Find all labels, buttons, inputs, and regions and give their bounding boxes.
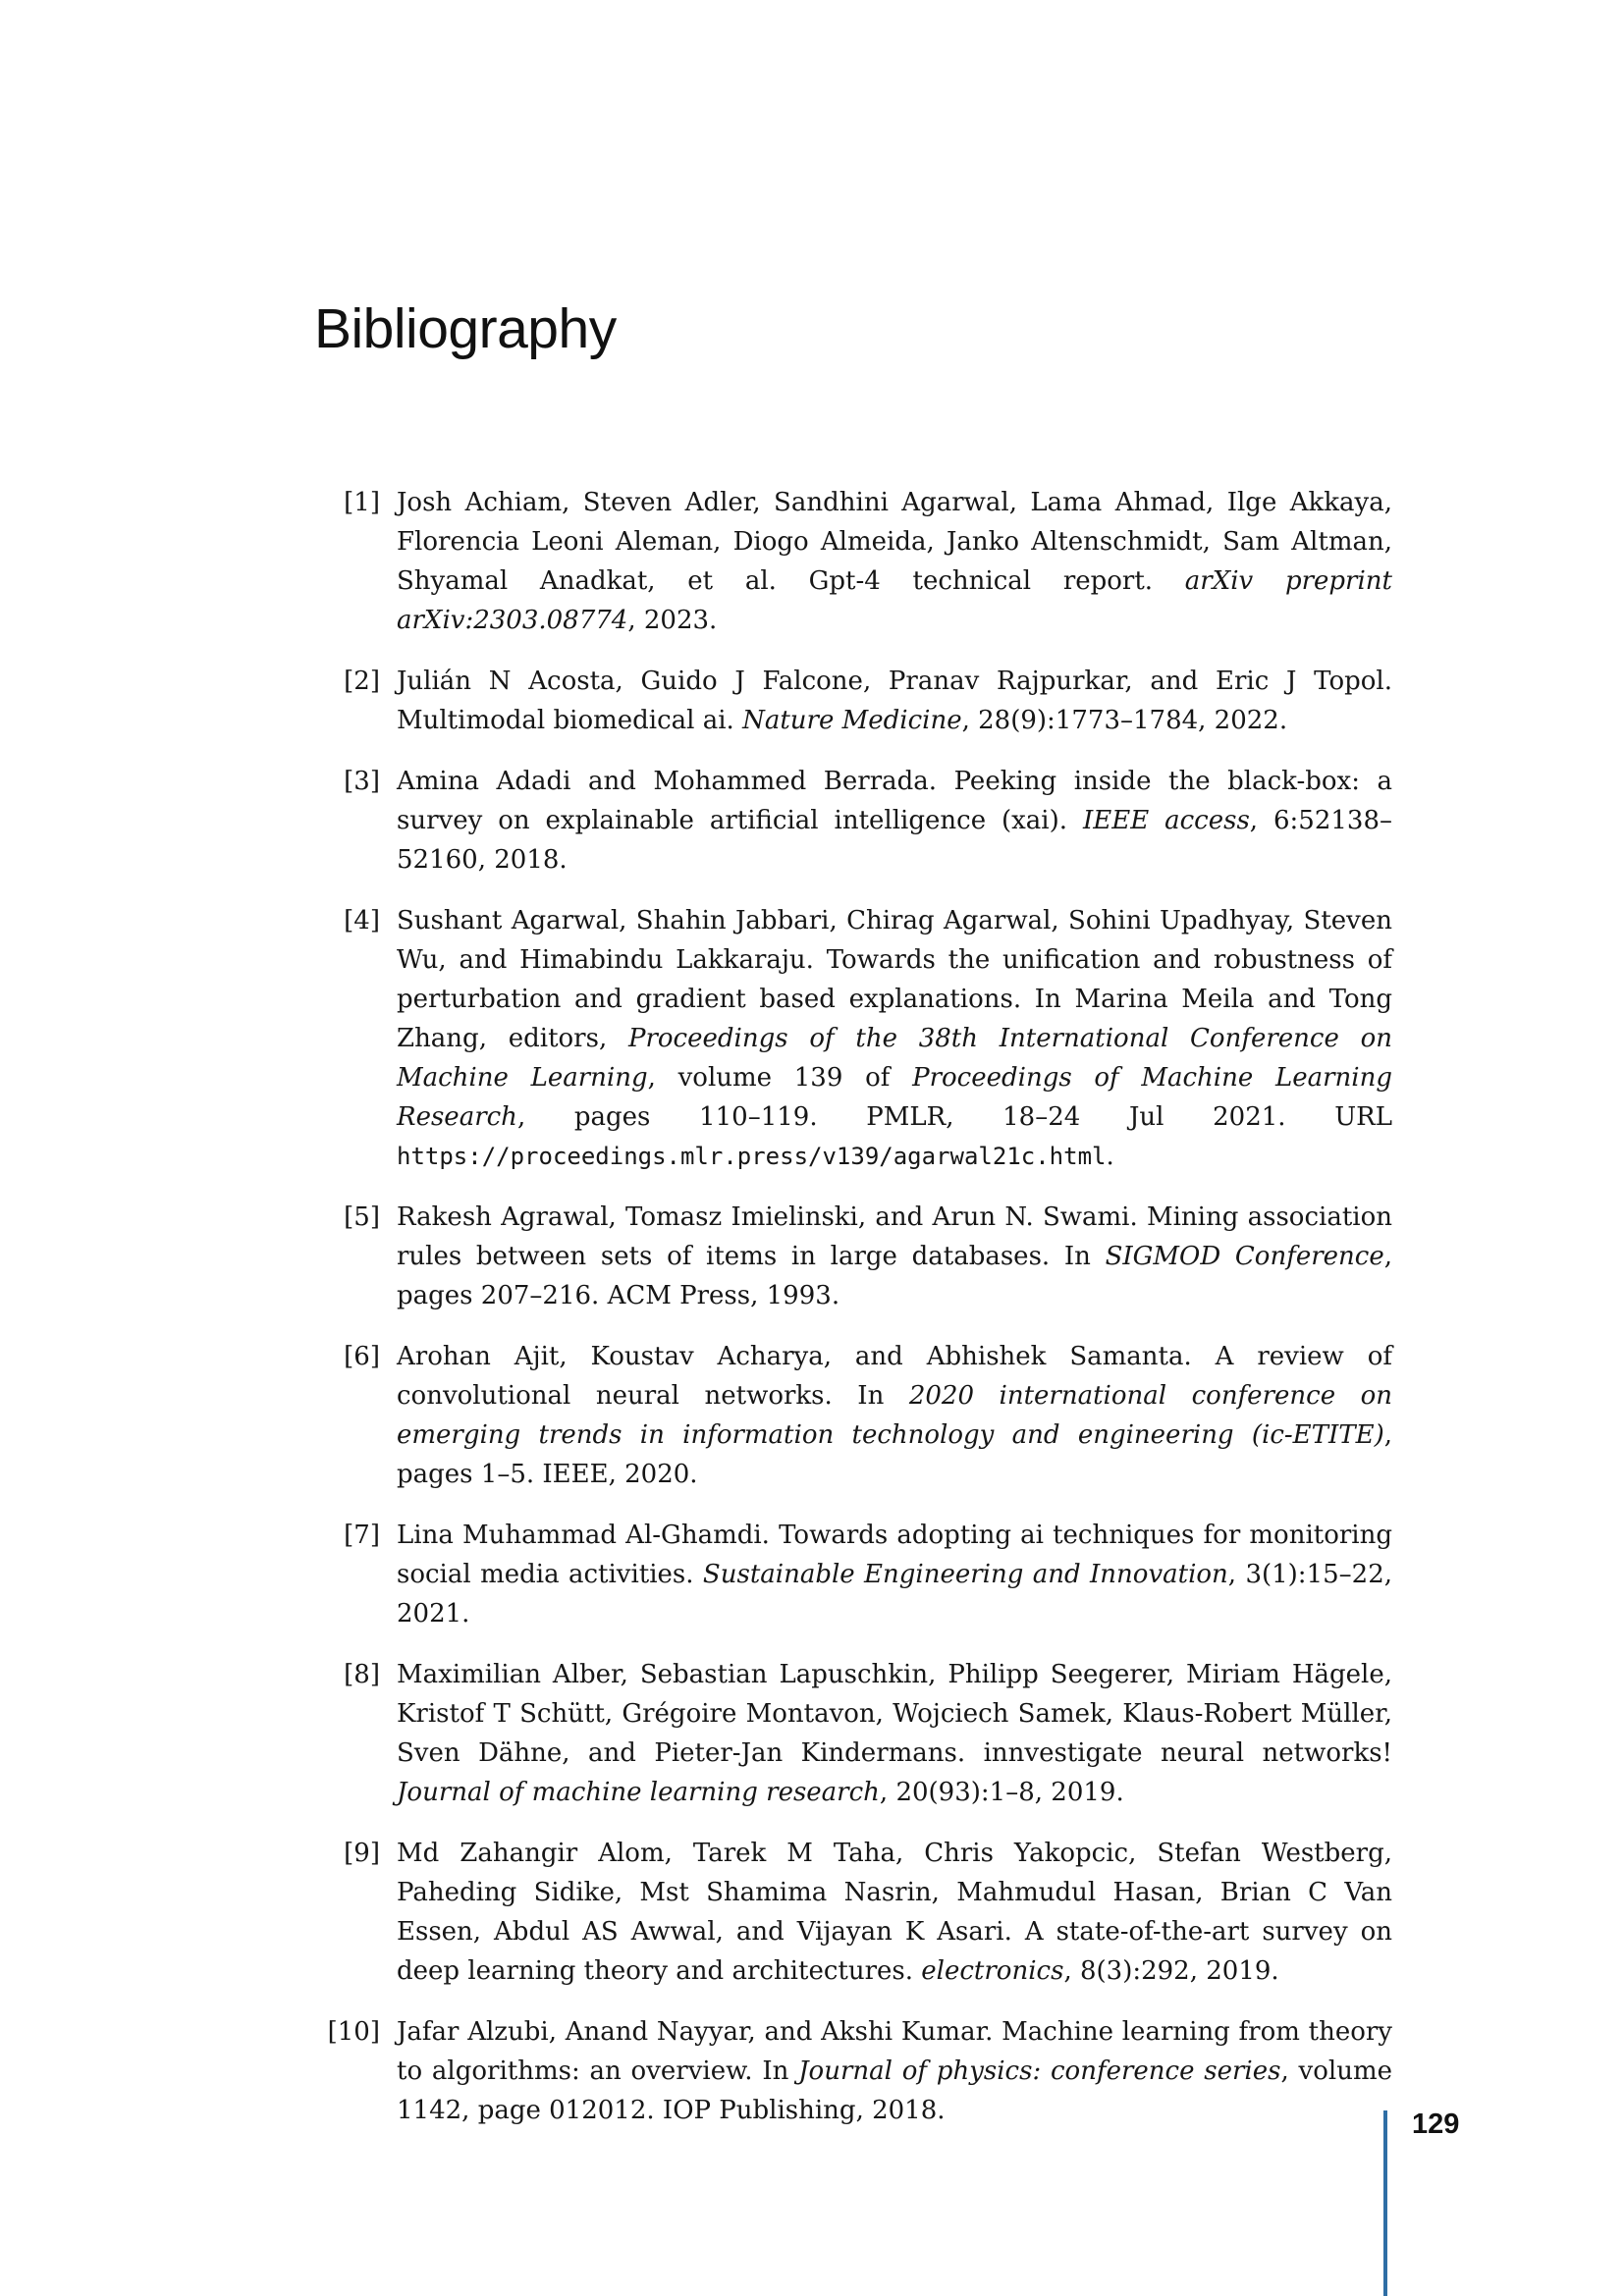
bib-entry [314, 901, 1392, 1176]
bib-entry-text [397, 1516, 1392, 1633]
bib-text-segment: , pages 110–119. PMLR, 18–24 Jul 2021. URL [516, 1102, 1392, 1132]
bib-text-segment: Amina Adadi and Mohammed Berrada. Peeking inside the black-box: a survey on explainable artificial intelligence (xai). [397, 767, 1392, 835]
bib-text-segment: Arohan Ajit, Koustav Acharya, and Abhishek Samanta. A review of convolutional neural networks. In [397, 1342, 1392, 1411]
bib-entry-number: [6] [344, 1342, 380, 1371]
bib-text-segment: , volume 1142, page 012012. IOP Publishing, 2018. [397, 2056, 1392, 2125]
bib-text-segment: , 8(3):292, 2019. [1063, 1956, 1279, 1986]
bib-entry-number: [4] [344, 906, 380, 935]
bib-entry-number: [9] [344, 1839, 380, 1868]
bib-venue: Proceedings of the 38th International Conference on Machine Learning [397, 1024, 1392, 1093]
bib-entry [314, 1834, 1392, 1991]
bib-text-segment: Maximilian Alber, Sebastian Lapuschkin, Philipp Seegerer, Miriam Hägele, Kristof T Schütt, Grégoire Montavon, Wojciech Samek, Klaus-Robert Müller, Sven Dähne, and Pieter-Jan Kindermans. innvestigate neural networks! [397, 1660, 1392, 1768]
bib-entry [314, 1516, 1392, 1633]
bib-entry-text [397, 1655, 1392, 1812]
bib-venue: Sustainable Engineering and Innovation [702, 1560, 1228, 1589]
page-number: 129 [1412, 2109, 1460, 2140]
bib-entry-number: [5] [344, 1202, 380, 1232]
bib-entry-text [397, 1198, 1392, 1315]
bib-entry-text [397, 901, 1392, 1176]
bib-venue: Nature Medicine [742, 706, 962, 735]
bib-text-segment: , 2023. [627, 606, 718, 635]
bib-entry-number: [2] [344, 667, 380, 696]
bib-entry [314, 2012, 1392, 2130]
bib-entry-number: [10] [327, 2017, 380, 2047]
bib-entry-text [397, 662, 1392, 740]
bib-text-segment: Josh Achiam, Steven Adler, Sandhini Agarwal, Lama Ahmad, Ilge Akkaya, Florencia Leoni Aleman, Diogo Almeida, Janko Altenschmidt, Sam Altman, Shyamal Anadkat, et al. Gpt-4 technical report. [397, 488, 1392, 596]
bib-text-segment: Julián N Acosta, Guido J Falcone, Pranav Rajpurkar, and Eric J Topol. Multimodal biomedical ai. [397, 667, 1392, 735]
bib-text-segment: Jafar Alzubi, Anand Nayyar, and Akshi Kumar. Machine learning from theory to algorithms: an overview. In [397, 2017, 1392, 2086]
bib-entry [314, 1655, 1392, 1812]
bib-text-segment: . [1106, 1142, 1114, 1171]
bib-text-segment: , 6:52138–52160, 2018. [397, 806, 1392, 875]
bib-venue: IEEE access [1082, 806, 1250, 835]
bib-text-segment: Lina Muhammad Al-Ghamdi. Towards adopting ai techniques for monitoring social media activities. [397, 1521, 1392, 1589]
bib-text-segment: Md Zahangir Alom, Tarek M Taha, Chris Yakopcic, Stefan Westberg, Paheding Sidike, Mst Shamima Nasrin, Mahmudul Hasan, Brian C Van Essen, Abdul AS Awwal, and Vijayan K Asari. A state-of-the-art survey on deep learning theory and architectures. [397, 1839, 1392, 1986]
bib-entry-text [397, 1337, 1392, 1494]
bib-entry-text [397, 1834, 1392, 1991]
bib-text-segment: , 28(9):1773–1784, 2022. [961, 706, 1288, 735]
bib-entry [314, 1337, 1392, 1494]
bib-entry-text [397, 762, 1392, 880]
bib-text-segment: , pages 207–216. ACM Press, 1993. [397, 1242, 1392, 1310]
bib-text-segment: , volume 139 of [647, 1063, 913, 1093]
bib-entry [314, 762, 1392, 880]
bib-entry-text [397, 2012, 1392, 2130]
bib-venue: SIGMOD Conference [1105, 1242, 1384, 1271]
bib-entry [314, 483, 1392, 640]
bib-entry-text [397, 483, 1392, 640]
bib-entry-number: [7] [344, 1521, 380, 1550]
bib-venue: arXiv preprint arXiv:2303.08774 [397, 566, 1392, 635]
bib-text-segment: Sushant Agarwal, Shahin Jabbari, Chirag Agarwal, Sohini Upadhyay, Steven Wu, and Himabindu Lakkaraju. Towards the unification and robustness of perturbation and gradient based explanations. In Marina Meila and Tong Zhang, editors, [397, 906, 1392, 1053]
bib-url-link[interactable]: https://proceedings.mlr.press/v139/agarwal21c.html [397, 1143, 1107, 1170]
bib-entry-number: [1] [344, 488, 380, 517]
bib-text-segment: , pages 1–5. IEEE, 2020. [397, 1420, 1392, 1489]
bib-text-segment: , 20(93):1–8, 2019. [879, 1778, 1124, 1807]
page-number-rule [1383, 2110, 1387, 2296]
bib-entry [314, 662, 1392, 740]
bib-entry-number: [8] [344, 1660, 380, 1689]
bibliography-list [314, 483, 1392, 2152]
bib-venue: electronics [921, 1956, 1064, 1986]
bib-venue: Proceedings of Machine Learning Research [397, 1063, 1392, 1132]
bib-venue: Journal of machine learning research [397, 1778, 880, 1807]
page-title: Bibliography [314, 297, 617, 360]
bib-text-segment: Rakesh Agrawal, Tomasz Imielinski, and Arun N. Swami. Mining association rules between sets of items in large databases. In [397, 1202, 1392, 1271]
bib-venue: 2020 international conference on emerging trends in information technology and engineering (ic-ETITE) [397, 1381, 1392, 1450]
bib-entry-number: [3] [344, 767, 380, 796]
bib-venue: Journal of physics: conference series [798, 2056, 1281, 2086]
bib-text-segment: , 3(1):15–22, 2021. [397, 1560, 1393, 1629]
bib-entry [314, 1198, 1392, 1315]
